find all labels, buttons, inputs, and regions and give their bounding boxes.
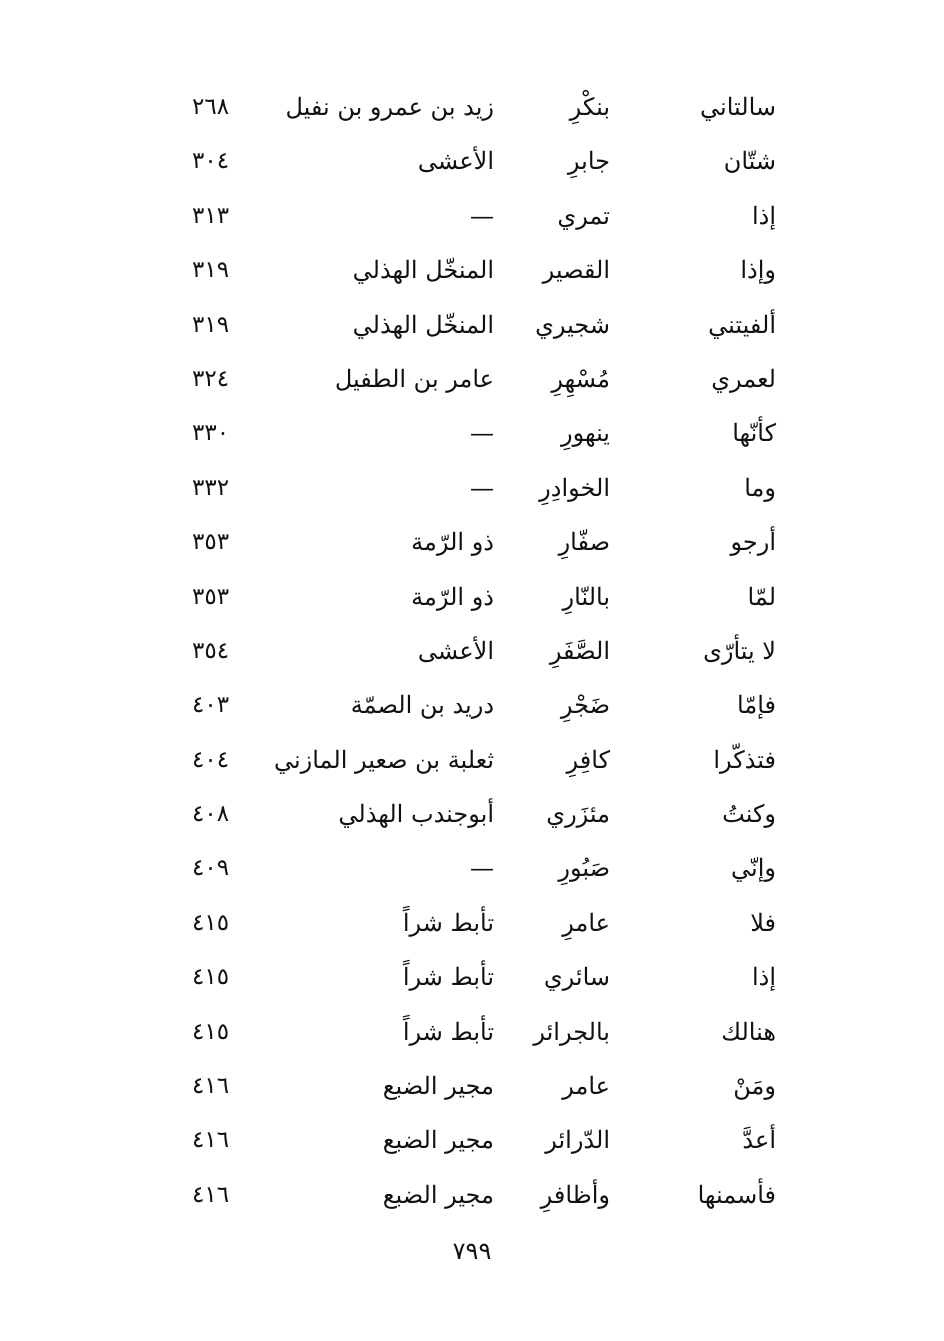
poet-name: تأبط شراً	[402, 908, 494, 937]
poet-name: —	[470, 473, 494, 502]
verse-first-word: ومَنْ	[733, 1072, 776, 1101]
table-row	[0, 298, 944, 352]
table-row	[0, 678, 944, 732]
page-reference: ٤٠٣	[192, 692, 230, 719]
page-reference: ٤١٦	[192, 1181, 230, 1208]
page-reference: ٣١٣	[192, 202, 230, 229]
table-row	[0, 406, 944, 460]
verse-first-word: وما	[744, 473, 776, 502]
page-reference: ٢٦٨	[192, 94, 230, 120]
poet-name: —	[470, 201, 494, 230]
verse-first-word: أرجو	[730, 528, 776, 557]
table-row	[0, 515, 944, 569]
verse-first-word: لعمري	[711, 364, 776, 393]
verse-first-word: فتذكّرا	[713, 745, 776, 774]
verse-first-word: وإنّي	[731, 854, 776, 883]
table-row	[0, 1168, 944, 1222]
page-reference: ٤١٦	[192, 1127, 230, 1154]
rhyme-word: الخوادِرِ	[539, 473, 610, 502]
verse-index-table	[0, 80, 944, 1222]
table-row	[0, 1113, 944, 1167]
rhyme-word: عامر	[562, 1072, 610, 1101]
page-reference: ٤١٥	[192, 1018, 230, 1045]
poet-name: ذو الرّمة	[411, 528, 494, 557]
table-row	[0, 134, 944, 188]
table-row	[0, 1059, 944, 1113]
verse-first-word: أعدَّ	[742, 1126, 776, 1155]
poet-name: مجير الضبع	[382, 1072, 494, 1101]
rhyme-word: مئزَري	[546, 800, 610, 829]
table-row	[0, 624, 944, 678]
rhyme-word: الدّرائر	[545, 1126, 610, 1155]
poet-name: —	[470, 419, 494, 448]
poet-name: تأبط شراً	[402, 963, 494, 992]
poet-name: الأعشى	[417, 147, 494, 176]
page-reference: ٤١٥	[192, 909, 230, 936]
page-reference: ٣٢٤	[192, 365, 230, 392]
page-reference: ٣٣٠	[192, 420, 230, 447]
verse-first-word: فلا	[750, 908, 776, 937]
verse-first-word: إذا	[751, 201, 776, 230]
table-row	[0, 189, 944, 243]
rhyme-word: صفّارِ	[558, 528, 610, 557]
poet-name: مجير الضبع	[382, 1180, 494, 1209]
poet-name: زيد بن عمرو بن نفيل	[285, 93, 494, 121]
rhyme-word: بنكْرِ	[569, 93, 610, 121]
poet-name: دريد بن الصمّة	[350, 691, 494, 720]
verse-first-word: وإذا	[740, 256, 776, 285]
verse-first-word: شتّان	[723, 147, 776, 176]
verse-first-word: فأسمنها	[697, 1180, 776, 1209]
poet-name: أبوجندب الهذلي	[338, 800, 494, 829]
table-row	[0, 1005, 944, 1059]
verse-first-word: وكنتُ	[722, 800, 776, 829]
poet-name: —	[470, 854, 494, 883]
table-row	[0, 461, 944, 515]
rhyme-word: تمري	[557, 201, 610, 230]
page-reference: ٤٠٩	[192, 855, 230, 882]
page-reference: ٣٣٢	[192, 474, 230, 501]
page-reference: ٣٥٣	[192, 583, 230, 610]
table-row	[0, 243, 944, 297]
rhyme-word: ينهورِ	[561, 419, 610, 448]
table-row	[0, 787, 944, 841]
page-reference: ٣٥٤	[192, 637, 230, 664]
poet-name: تأبط شراً	[402, 1017, 494, 1046]
poet-name: ذو الرّمة	[411, 582, 494, 611]
page-reference: ٤١٦	[192, 1073, 230, 1100]
table-row	[0, 841, 944, 895]
page-reference: ٣٠٤	[192, 148, 230, 175]
rhyme-word: شجيري	[535, 310, 610, 339]
rhyme-word: سائري	[543, 963, 610, 992]
rhyme-word: الصَّفَرِ	[549, 636, 610, 665]
rhyme-word: القصير	[542, 256, 610, 285]
table-row	[0, 80, 944, 134]
table-row	[0, 896, 944, 950]
verse-first-word: كأنّها	[732, 419, 776, 448]
verse-first-word: هنالك	[721, 1017, 776, 1046]
poet-name: عامر بن الطفيل	[334, 364, 494, 393]
page-reference: ٣٥٣	[192, 529, 230, 556]
verse-first-word: سالتاني	[700, 93, 776, 121]
rhyme-word: صَبُورِ	[558, 854, 610, 883]
page-reference: ٤١٥	[192, 964, 230, 991]
page-reference: ٣١٩	[192, 311, 230, 338]
poet-name: المنخّل الهذلي	[352, 310, 494, 339]
rhyme-word: وأظافرِ	[540, 1180, 610, 1209]
poet-name: الأعشى	[417, 636, 494, 665]
rhyme-word: بالجرائر	[533, 1017, 610, 1046]
poet-name: مجير الضبع	[382, 1126, 494, 1155]
poet-name: المنخّل الهذلي	[352, 256, 494, 285]
table-row	[0, 570, 944, 624]
rhyme-word: كافِرِ	[566, 745, 610, 774]
verse-first-word: إذا	[751, 963, 776, 992]
table-row	[0, 352, 944, 406]
rhyme-word: بالنّارِ	[562, 582, 610, 611]
rhyme-word: مُسْهِرِ	[551, 364, 610, 393]
verse-first-word: فإمّا	[737, 691, 776, 720]
verse-first-word: ألفيتني	[708, 310, 776, 339]
rhyme-word: عامرِ	[562, 908, 610, 937]
rhyme-word: ضَجْرِ	[560, 691, 610, 720]
page-reference: ٤٠٤	[192, 746, 230, 773]
table-row	[0, 733, 944, 787]
verse-first-word: لمّا	[747, 582, 776, 611]
rhyme-word: جابرِ	[567, 147, 610, 176]
page-number: ٧٩٩	[452, 1237, 492, 1265]
page-reference: ٤٠٨	[192, 801, 230, 828]
page-reference: ٣١٩	[192, 257, 230, 284]
table-row	[0, 950, 944, 1004]
verse-first-word: لا يتأرّى	[703, 636, 776, 665]
poet-name: ثعلبة بن صعير المازني	[273, 745, 494, 774]
